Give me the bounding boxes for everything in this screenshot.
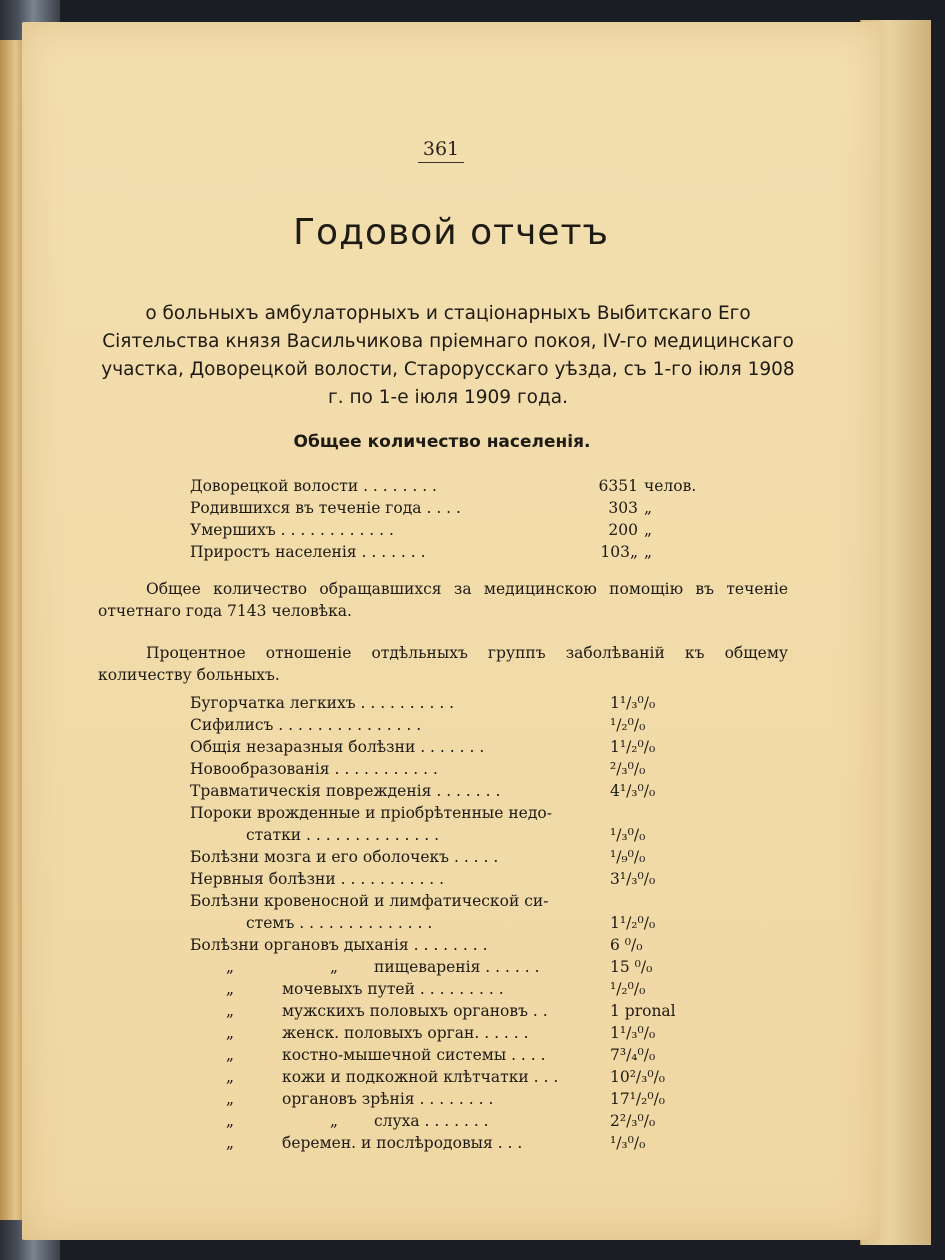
disease-percent: ¹/₃⁰/₀: [610, 1134, 646, 1152]
disease-row: [190, 958, 710, 980]
disease-percent: 2²/₃⁰/₀: [610, 1112, 656, 1130]
disease-label: женск. половыхъ орган. . . . . .: [282, 1024, 529, 1042]
disease-label: Сифилисъ . . . . . . . . . . . . . . .: [190, 716, 422, 734]
disease-percent: 15 ⁰/₀: [610, 958, 653, 976]
disease-percent: 7³/₄⁰/₀: [610, 1046, 656, 1064]
disease-row: [190, 892, 710, 914]
disease-label: кожи и подкожной клѣтчатки . . .: [282, 1068, 559, 1086]
population-row: [190, 543, 750, 565]
disease-row: [190, 826, 710, 848]
population-unit: „: [644, 499, 653, 517]
disease-label: стемъ . . . . . . . . . . . . . .: [246, 914, 433, 932]
disease-label: Новообразованія . . . . . . . . . . .: [190, 760, 438, 778]
disease-row: [190, 760, 710, 782]
disease-row: [190, 870, 710, 892]
section-heading: Общее количество населенія.: [293, 432, 591, 452]
disease-label: пищеваренія . . . . . .: [374, 958, 540, 976]
disease-percent: 10²/₃⁰/₀: [610, 1068, 666, 1086]
disease-percent: ¹/₂⁰/₀: [610, 980, 646, 998]
disease-row: [190, 1090, 710, 1112]
disease-row: [190, 1068, 710, 1090]
ditto-mark: „: [226, 980, 235, 998]
population-list: [190, 477, 750, 565]
disease-row: [190, 804, 710, 826]
disease-label: органовъ зрѣнія . . . . . . . .: [282, 1090, 494, 1108]
disease-label: костно-мышечной системы . . . .: [282, 1046, 546, 1064]
ditto-mark: „: [226, 1090, 235, 1108]
disease-label: слуха . . . . . . .: [374, 1112, 489, 1130]
disease-label: Бугорчатка легкихъ . . . . . . . . . .: [190, 694, 455, 712]
page-number: 361: [418, 138, 464, 163]
disease-row: [190, 980, 710, 1002]
ditto-mark: „: [226, 1024, 235, 1042]
ditto-mark: „: [330, 1112, 339, 1130]
disease-label: Болѣзни органовъ дыханія . . . . . . . .: [190, 936, 488, 954]
disease-label: Болѣзни мозга и его оболочекъ . . . . .: [190, 848, 499, 866]
disease-label: мужскихъ половыхъ органовъ . .: [282, 1002, 548, 1020]
disease-percent: 1¹/₂⁰/₀: [610, 738, 656, 756]
ditto-mark: „: [226, 958, 235, 976]
disease-label: Болѣзни кровеносной и лимфатической си-: [190, 892, 549, 910]
disease-percent: 1¹/₃⁰/₀: [610, 694, 656, 712]
disease-row: [190, 914, 710, 936]
population-row: [190, 521, 750, 543]
visits-paragraph: Общее количество обращавшихся за медицинскою помощію въ теченіе отчетнаго года 7143 человѣка.: [98, 580, 788, 620]
population-label: Доворецкой волости . . . . . . . .: [190, 477, 437, 495]
ditto-mark: „: [226, 1068, 235, 1086]
population-row: [190, 477, 750, 499]
population-label: Умершихъ . . . . . . . . . . . .: [190, 521, 394, 539]
disease-label: мочевыхъ путей . . . . . . . . .: [282, 980, 504, 998]
population-value: 303: [608, 499, 638, 517]
disease-row: [190, 1002, 710, 1024]
disease-row: [190, 848, 710, 870]
population-unit: „: [644, 543, 653, 561]
disease-percent: 1 pronal: [610, 1002, 676, 1020]
disease-percent: 1¹/₂⁰/₀: [610, 914, 656, 932]
percent-paragraph: Процентное отношеніе отдѣльныхъ группъ заболѣваній къ общему количеству больныхъ.: [98, 644, 788, 684]
disease-label: Общія незаразныя болѣзни . . . . . . .: [190, 738, 485, 756]
population-label: Приростъ населенія . . . . . . .: [190, 543, 426, 561]
population-value: 103„: [600, 543, 638, 561]
population-label: Родившихся въ теченіе года . . . .: [190, 499, 461, 517]
ditto-mark: „: [226, 1112, 235, 1130]
disease-percent: 4¹/₃⁰/₀: [610, 782, 656, 800]
population-value: 6351: [598, 477, 638, 495]
disease-row: [190, 738, 710, 760]
ditto-mark: „: [226, 1134, 235, 1152]
population-unit: „: [644, 521, 653, 539]
disease-percent: ²/₃⁰/₀: [610, 760, 646, 778]
book-page: [22, 22, 880, 1240]
report-title: Годовой отчетъ: [293, 212, 609, 253]
ditto-mark: „: [226, 1046, 235, 1064]
disease-row: [190, 1112, 710, 1134]
report-subtitle: о больныхъ амбулаторныхъ и стаціонарныхъ Выбитскаго Его Сіятельства князя Васильчикова пріемнаго покоя, IV-го медицинскаго участка, Доворецкой волости, Старорусскаго уѣзда, съ 1-го іюля 1908 г. по 1-е іюля 1909 года.: [101, 303, 795, 408]
disease-percent: 1¹/₃⁰/₀: [610, 1024, 656, 1042]
disease-row: [190, 1134, 710, 1156]
population-row: [190, 499, 750, 521]
disease-row: [190, 782, 710, 804]
disease-percent: 6 ⁰/₀: [610, 936, 643, 954]
disease-row: [190, 936, 710, 958]
disease-label: Пороки врожденные и пріобрѣтенные недо-: [190, 804, 552, 822]
disease-row: [190, 694, 710, 716]
disease-row: [190, 1024, 710, 1046]
disease-label: беремен. и послѣродовыя . . .: [282, 1134, 523, 1152]
disease-percent: ¹/₃⁰/₀: [610, 826, 646, 844]
disease-label: Травматическія поврежденія . . . . . . .: [190, 782, 501, 800]
population-unit: челов.: [644, 477, 697, 495]
disease-list: [190, 694, 710, 1156]
disease-row: [190, 716, 710, 738]
population-value: 200: [608, 521, 638, 539]
disease-label: статки . . . . . . . . . . . . . .: [246, 826, 440, 844]
ditto-mark: „: [226, 1002, 235, 1020]
disease-percent: ¹/₂⁰/₀: [610, 716, 646, 734]
disease-percent: 3¹/₃⁰/₀: [610, 870, 656, 888]
disease-row: [190, 1046, 710, 1068]
ditto-mark: „: [330, 958, 339, 976]
disease-percent: ¹/₉⁰/₀: [610, 848, 646, 866]
disease-label: Нервныя болѣзни . . . . . . . . . . .: [190, 870, 445, 888]
disease-percent: 17¹/₂⁰/₀: [610, 1090, 666, 1108]
